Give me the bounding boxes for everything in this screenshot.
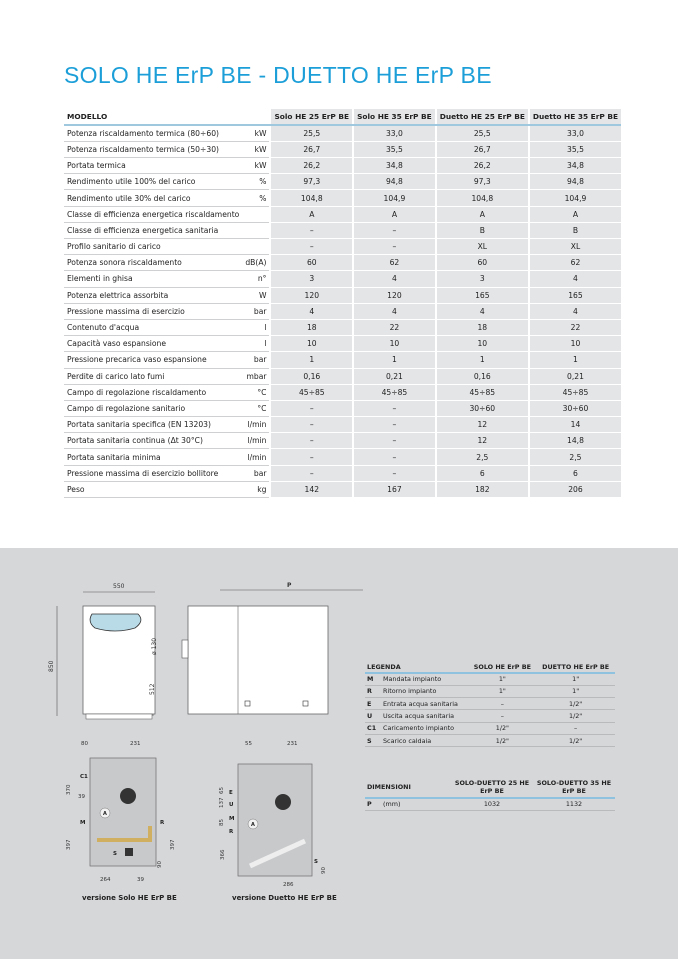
legend-solo: 1" (468, 685, 536, 697)
spec-row (64, 384, 621, 400)
header-model: MODELLO (64, 109, 242, 125)
spec-label: Potenza sonora riscaldamento (64, 255, 242, 271)
spec-value: 12 (436, 433, 529, 449)
spec-label: Portata sanitaria minima (64, 449, 242, 465)
header-model-1: Solo HE 25 ErP BE (270, 109, 353, 125)
dim-solo-397-left: 397 (66, 839, 72, 850)
spec-value: 35,5 (529, 141, 621, 157)
legend-solo: – (468, 710, 536, 722)
spec-value: 4 (353, 303, 436, 319)
spec-value: – (270, 449, 353, 465)
spec-label: Potenza elettrica assorbita (64, 287, 242, 303)
spec-unit: % (242, 190, 270, 206)
legend-solo: – (468, 698, 536, 710)
spec-value: 120 (353, 287, 436, 303)
legend-key: R (365, 685, 381, 697)
label-r: R (229, 829, 234, 835)
duetto-rear-view (219, 741, 327, 888)
spec-value: 26,2 (270, 158, 353, 174)
spec-label: Classe di efficienza energetica sanitaria (64, 222, 242, 238)
dim-height: 850 (48, 660, 55, 672)
spec-unit: dB(A) (242, 255, 270, 271)
spec-value: – (270, 417, 353, 433)
spec-value: – (353, 417, 436, 433)
spec-unit: °C (242, 400, 270, 416)
legend-label: Ritorno impianto (381, 685, 468, 697)
spec-unit: W (242, 287, 270, 303)
spec-value: 1 (270, 352, 353, 368)
dim-duetto-137: 137 (219, 797, 225, 808)
header-model-4: Duetto HE 35 ErP BE (529, 109, 621, 125)
spec-value: A (529, 206, 621, 222)
dim-width: 550 (113, 583, 125, 590)
spec-value: 26,7 (436, 141, 529, 157)
legend-solo: 1/2" (468, 722, 536, 734)
spec-value: 0,16 (270, 368, 353, 384)
spec-row (64, 239, 621, 255)
spec-value: – (270, 222, 353, 238)
legend-duetto: – (536, 722, 615, 734)
legend-key: U (365, 710, 381, 722)
header-model-2: Solo HE 35 ErP BE (353, 109, 436, 125)
legend-label: Mandata impianto (381, 673, 468, 685)
spec-label: Portata termica (64, 158, 242, 174)
spec-value: 45÷85 (436, 384, 529, 400)
spec-value: A (436, 206, 529, 222)
spec-label: Rendimento utile 30% del carico (64, 190, 242, 206)
spec-value: 22 (353, 319, 436, 335)
spec-row (64, 336, 621, 352)
rear-views (55, 736, 355, 888)
legend-label: Uscita acqua sanitaria (381, 710, 468, 722)
dim-solo-370: 370 (66, 784, 72, 795)
dim-key: P (365, 798, 381, 810)
spec-row (64, 271, 621, 287)
legend-label: Entrata acqua sanitaria (381, 698, 468, 710)
spec-value: – (353, 400, 436, 416)
spec-value: 1 (436, 352, 529, 368)
dimensions-title: DIMENSIONI (365, 776, 451, 798)
dim-duetto-90: 90 (321, 867, 327, 874)
dim-solo-39b: 39 (137, 877, 144, 883)
spec-value: – (353, 239, 436, 255)
spec-unit: % (242, 174, 270, 190)
spec-value: B (529, 222, 621, 238)
spec-value: 1 (529, 352, 621, 368)
dim-duetto-231: 231 (287, 741, 298, 747)
spec-value: – (353, 433, 436, 449)
spec-unit: n° (242, 271, 270, 287)
spec-label: Peso (64, 481, 242, 497)
spec-value: 6 (529, 465, 621, 481)
label-m: M (229, 816, 235, 822)
dim-duetto-55: 55 (245, 741, 252, 747)
spec-row (64, 352, 621, 368)
dimensions-col-35: SOLO-DUETTO 35 HE ErP BE (533, 776, 615, 798)
spec-label: Elementi in ghisa (64, 271, 242, 287)
legend-row (365, 734, 615, 746)
spec-value: – (353, 449, 436, 465)
spec-value: 97,3 (270, 174, 353, 190)
label-e: E (229, 790, 233, 796)
spec-label: Potenza riscaldamento termica (50÷30) (64, 141, 242, 157)
spec-value: – (270, 433, 353, 449)
spec-value: 182 (436, 481, 529, 497)
spec-unit: mbar (242, 368, 270, 384)
spec-value: 25,5 (436, 125, 529, 141)
spec-value: 4 (529, 271, 621, 287)
spec-row (64, 174, 621, 190)
dim-value: 1132 (533, 798, 615, 810)
spec-value: XL (436, 239, 529, 255)
spec-unit: l/min (242, 449, 270, 465)
spec-row (64, 368, 621, 384)
spec-label: Rendimento utile 100% del carico (64, 174, 242, 190)
spec-value: 45÷85 (270, 384, 353, 400)
spec-label: Pressione massima di esercizio (64, 303, 242, 319)
dim-solo-264: 264 (100, 877, 111, 883)
label-s: S (113, 851, 117, 857)
spec-label: Potenza riscaldamento termica (80÷60) (64, 125, 242, 141)
spec-unit: kg (242, 481, 270, 497)
spec-value: 22 (529, 319, 621, 335)
spec-row (64, 141, 621, 157)
spec-label: Capacità vaso espansione (64, 336, 242, 352)
spec-row (64, 449, 621, 465)
dimensions-table (365, 776, 615, 811)
legend-duetto: 1/2" (536, 698, 615, 710)
spec-label: Profilo sanitario di carico (64, 239, 242, 255)
spec-value: 2,5 (436, 449, 529, 465)
spec-value: – (353, 222, 436, 238)
spec-value: 62 (529, 255, 621, 271)
spec-value: 30÷60 (436, 400, 529, 416)
legend-row (365, 710, 615, 722)
spec-value: 34,8 (529, 158, 621, 174)
side-view (188, 606, 328, 714)
spec-value: 45÷85 (353, 384, 436, 400)
spec-value: 104,8 (270, 190, 353, 206)
dim-flue: ø 130 (151, 637, 158, 655)
spec-label: Perdite di carico lato fumi (64, 368, 242, 384)
legend-table (365, 661, 615, 747)
spec-row (64, 303, 621, 319)
legend-key: M (365, 673, 381, 685)
spec-value: 142 (270, 481, 353, 497)
spec-label: Pressione massima di esercizio bollitore (64, 465, 242, 481)
spec-row (64, 125, 621, 141)
spec-label: Portata sanitaria continua (Δt 30°C) (64, 433, 242, 449)
spec-value: 12 (436, 417, 529, 433)
spec-label: Classe di efficienza energetica riscaldamento (64, 206, 242, 222)
caption-duetto: versione Duetto HE ErP BE (232, 894, 337, 902)
solo-rear-view (66, 741, 176, 883)
spec-row (64, 481, 621, 497)
legend-title: LEGENDA (365, 661, 468, 673)
control-panel-icon (90, 614, 141, 631)
spec-value: 33,0 (353, 125, 436, 141)
spec-row (64, 158, 621, 174)
spec-value: A (353, 206, 436, 222)
legend-col-solo: SOLO HE ErP BE (468, 661, 536, 673)
spec-unit (242, 222, 270, 238)
label-a: A (251, 822, 255, 828)
spec-value: XL (529, 239, 621, 255)
spec-row (64, 433, 621, 449)
legend-col-duetto: DUETTO HE ErP BE (536, 661, 615, 673)
spec-value: – (270, 239, 353, 255)
legend-key: S (365, 734, 381, 746)
spec-table (64, 109, 621, 498)
spec-value: – (270, 465, 353, 481)
spec-label: Campo di regolazione riscaldamento (64, 384, 242, 400)
spec-value: A (270, 206, 353, 222)
page-title: SOLO HE ErP BE - DUETTO HE ErP BE (64, 62, 492, 88)
spec-value: 94,8 (529, 174, 621, 190)
spec-value: 10 (270, 336, 353, 352)
spec-unit: kW (242, 125, 270, 141)
spec-unit: l/min (242, 417, 270, 433)
spec-unit: l (242, 319, 270, 335)
dimensions-row (365, 798, 615, 810)
spec-label: Campo di regolazione sanitario (64, 400, 242, 416)
spec-value: 14,8 (529, 433, 621, 449)
spec-header-row (64, 109, 621, 125)
spec-row (64, 222, 621, 238)
dimensions-col-25: SOLO-DUETTO 25 HE ErP BE (451, 776, 533, 798)
spec-value: 25,5 (270, 125, 353, 141)
label-r: R (160, 820, 165, 826)
spec-value: 104,9 (353, 190, 436, 206)
spec-value: 0,16 (436, 368, 529, 384)
legend-duetto: 1" (536, 685, 615, 697)
spec-value: 6 (436, 465, 529, 481)
legend-duetto: 1" (536, 673, 615, 685)
spec-unit: bar (242, 465, 270, 481)
spec-value: 167 (353, 481, 436, 497)
spec-value: B (436, 222, 529, 238)
label-m: M (80, 820, 86, 826)
label-u: U (229, 802, 234, 808)
spec-unit: bar (242, 352, 270, 368)
dim-duetto-286: 286 (283, 882, 294, 888)
flue-outlet (182, 640, 188, 658)
spec-value: 60 (436, 255, 529, 271)
spec-value: 0,21 (529, 368, 621, 384)
spec-row (64, 417, 621, 433)
dim-depth: P (287, 582, 292, 589)
spec-value: 62 (353, 255, 436, 271)
spec-value: 18 (436, 319, 529, 335)
label-c1: C1 (80, 774, 88, 780)
dim-solo-231: 231 (130, 741, 141, 747)
spec-value: 10 (529, 336, 621, 352)
dim-duetto-65: 65 (219, 787, 225, 794)
legend-row (365, 698, 615, 710)
spec-unit: kW (242, 141, 270, 157)
spec-label: Contenuto d'acqua (64, 319, 242, 335)
legend-row (365, 673, 615, 685)
legend-key: E (365, 698, 381, 710)
spec-value: 1 (353, 352, 436, 368)
spec-unit: kW (242, 158, 270, 174)
spec-value: 165 (436, 287, 529, 303)
spec-value: 45÷85 (529, 384, 621, 400)
dim-flue-height: 512 (149, 683, 156, 695)
spec-row (64, 465, 621, 481)
spec-value: 35,5 (353, 141, 436, 157)
spec-value: 120 (270, 287, 353, 303)
spec-value: 104,9 (529, 190, 621, 206)
spec-value: 3 (436, 271, 529, 287)
header-model-3: Duetto HE 25 ErP BE (436, 109, 529, 125)
spec-value: 94,8 (353, 174, 436, 190)
legend-duetto: 1/2" (536, 710, 615, 722)
spec-value: 4 (436, 303, 529, 319)
legend-label: Scarico caldaia (381, 734, 468, 746)
spec-unit: bar (242, 303, 270, 319)
caption-solo: versione Solo HE ErP BE (82, 894, 177, 902)
spec-value: 0,21 (353, 368, 436, 384)
spec-unit (242, 239, 270, 255)
header-unit (242, 109, 270, 125)
dim-solo-90: 90 (157, 861, 163, 868)
spec-row (64, 255, 621, 271)
spec-value: 30÷60 (529, 400, 621, 416)
label-a: A (103, 811, 107, 817)
dim-value: 1032 (451, 798, 533, 810)
legend-duetto: 1/2" (536, 734, 615, 746)
spec-value: 14 (529, 417, 621, 433)
spec-value: 3 (270, 271, 353, 287)
spec-unit (242, 206, 270, 222)
spec-value: 60 (270, 255, 353, 271)
spec-value: 10 (353, 336, 436, 352)
legend-label: Caricamento impianto (381, 722, 468, 734)
spec-value: 97,3 (436, 174, 529, 190)
spec-row (64, 287, 621, 303)
spec-value: – (353, 465, 436, 481)
spec-value: 4 (270, 303, 353, 319)
spec-value: 2,5 (529, 449, 621, 465)
dim-unit: (mm) (381, 798, 451, 810)
dim-solo-39: 39 (78, 794, 85, 800)
spec-row (64, 190, 621, 206)
spec-unit: l (242, 336, 270, 352)
dim-solo-80: 80 (81, 741, 88, 747)
spec-row (64, 400, 621, 416)
legend-row (365, 685, 615, 697)
spec-value: 165 (529, 287, 621, 303)
legend-solo: 1/2" (468, 734, 536, 746)
technical-drawings-section (0, 548, 678, 959)
spec-value: – (270, 400, 353, 416)
legend-solo: 1" (468, 673, 536, 685)
spec-unit: l/min (242, 433, 270, 449)
spec-value: 34,8 (353, 158, 436, 174)
legend-row (365, 722, 615, 734)
spec-label: Pressione precarica vaso espansione (64, 352, 242, 368)
label-s: S (314, 859, 318, 865)
spec-value: 33,0 (529, 125, 621, 141)
spec-value: 4 (529, 303, 621, 319)
legend-key: C1 (365, 722, 381, 734)
spec-value: 18 (270, 319, 353, 335)
spec-row (64, 319, 621, 335)
spec-label: Portata sanitaria specifica (EN 13203) (64, 417, 242, 433)
spec-value: 104,8 (436, 190, 529, 206)
spec-row (64, 206, 621, 222)
spec-value: 26,2 (436, 158, 529, 174)
dim-solo-397-right: 397 (170, 839, 176, 850)
spec-value: 10 (436, 336, 529, 352)
dim-duetto-366: 366 (220, 849, 226, 860)
spec-value: 26,7 (270, 141, 353, 157)
spec-value: 4 (353, 271, 436, 287)
spec-value: 206 (529, 481, 621, 497)
dim-duetto-85: 85 (219, 819, 225, 826)
spec-unit: °C (242, 384, 270, 400)
